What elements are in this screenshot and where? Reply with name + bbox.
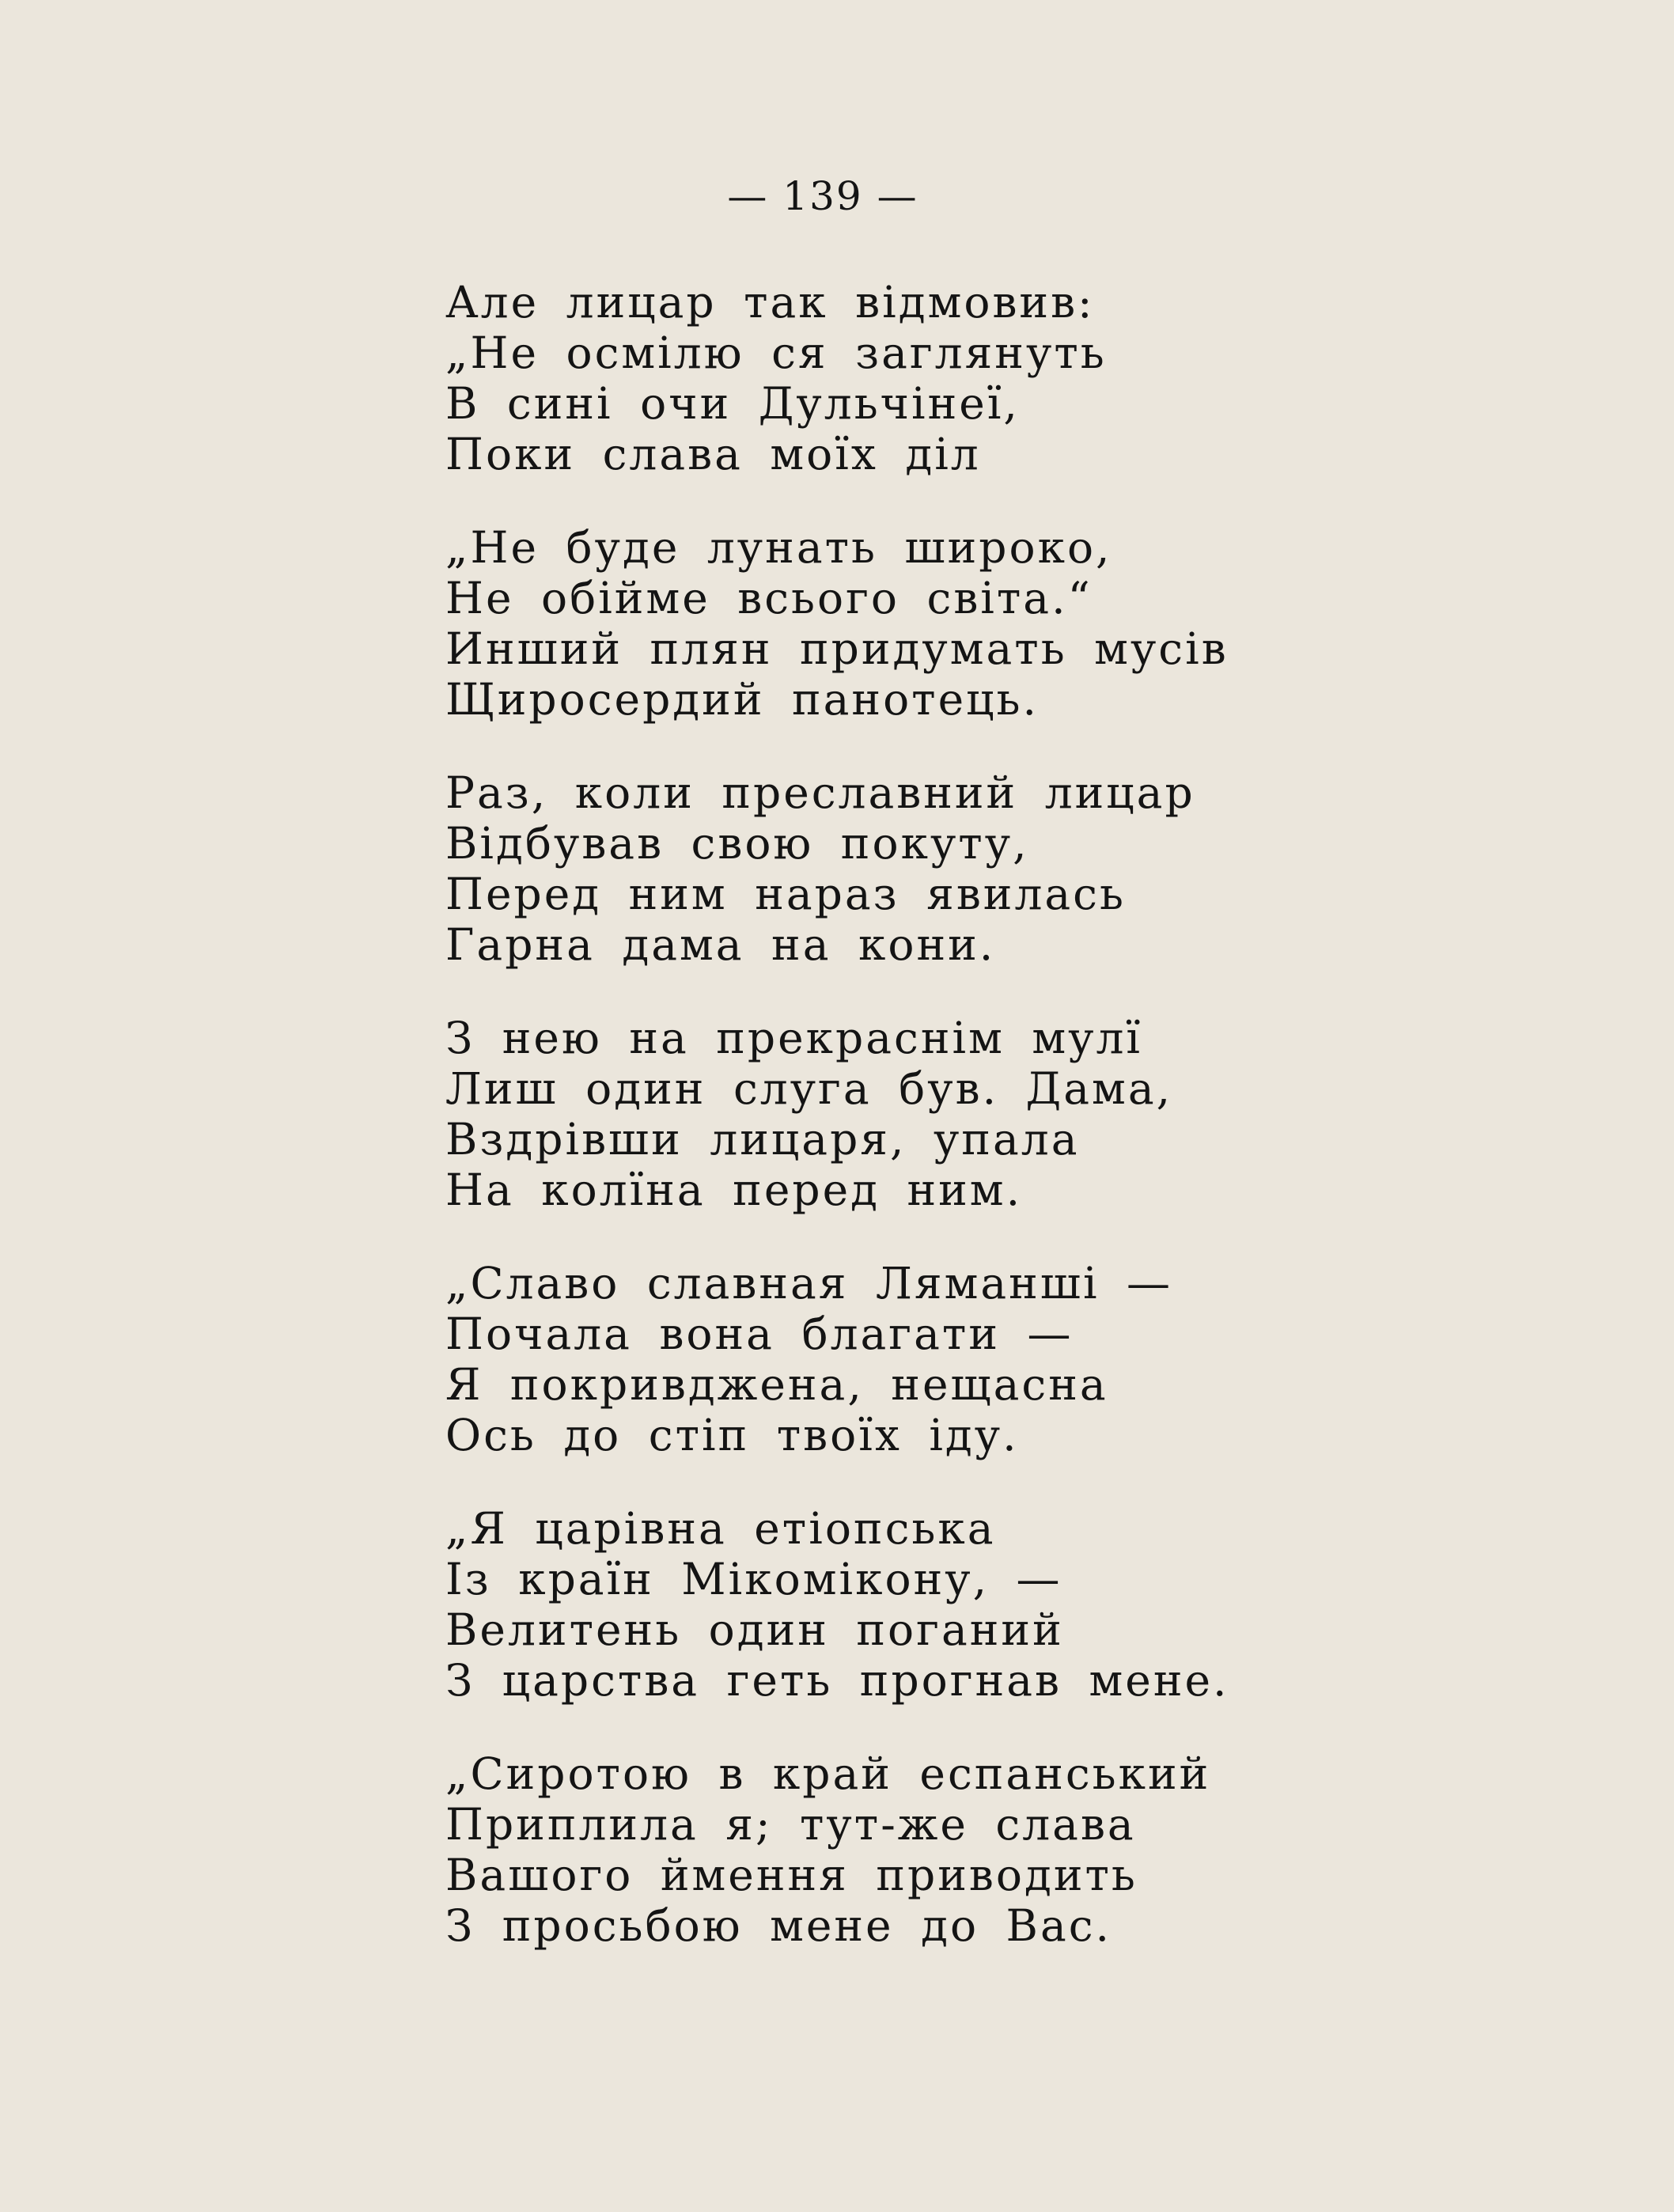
poem-line: Велитень один поганий bbox=[445, 1604, 1064, 1655]
poem-line: Лиш один слуга був. Дама, bbox=[445, 1063, 1173, 1114]
poem-line: Поки слава моїх діл bbox=[445, 429, 981, 479]
poem-line: „Не осмілю ся заглянуть bbox=[445, 328, 1107, 378]
stanza bbox=[445, 1013, 1632, 1258]
poem-line: Раз, коли преславний лицар bbox=[445, 767, 1195, 818]
poem-line: З нею на прекраснім мулї bbox=[445, 1013, 1143, 1063]
poem-line: Вздрівши лицаря, упала bbox=[445, 1114, 1080, 1165]
poem-line: Почала вона благати — bbox=[445, 1309, 1074, 1359]
poem-line: „Я царівна етіопська bbox=[445, 1503, 996, 1554]
poem-line: В сині очи Дульчінеї, bbox=[445, 378, 1020, 429]
stanza bbox=[445, 522, 1632, 767]
poem-line: З царства геть прогнав мене. bbox=[445, 1655, 1229, 1706]
poem-line: З просьбою мене до Вас. bbox=[445, 1900, 1112, 1951]
poem-line: Ось до стіп твоїх іду. bbox=[445, 1410, 1019, 1460]
stanza bbox=[445, 1258, 1632, 1503]
poem-line: Вашого ймення приводить bbox=[445, 1850, 1138, 1900]
poem-line: Із країн Мікомікону, — bbox=[445, 1554, 1062, 1604]
poem-line: На колїна перед ним. bbox=[445, 1165, 1023, 1215]
poem-line: Відбував свою покуту, bbox=[445, 818, 1029, 869]
stanza bbox=[445, 1503, 1632, 1748]
poem-line: „Славо славная Ляманші — bbox=[445, 1258, 1173, 1309]
poem-line: Инший плян придумать мусів bbox=[445, 623, 1229, 674]
stanza bbox=[445, 277, 1632, 522]
poem-line: „Не буде лунать широко, bbox=[445, 522, 1112, 573]
stanza bbox=[445, 767, 1632, 1013]
poem-line: Але лицар так відмовив: bbox=[445, 277, 1095, 328]
poem-line: Перед ним нараз явилась bbox=[445, 869, 1126, 919]
poem-line: Я покривджена, нещасна bbox=[445, 1359, 1108, 1410]
poem-text bbox=[445, 277, 1632, 1994]
poem-line: Щиросердий панотець. bbox=[445, 674, 1039, 725]
poem-line: Приплила я; тут-же слава bbox=[445, 1799, 1136, 1850]
poem-line: „Сиротою в край еспанський bbox=[445, 1748, 1211, 1799]
stanza bbox=[445, 1748, 1632, 1994]
poem-line: Гарна дама на кони. bbox=[445, 919, 996, 970]
page-number: — 139 — bbox=[727, 173, 918, 219]
poem-line: Не обійме всього світа.“ bbox=[445, 573, 1093, 623]
